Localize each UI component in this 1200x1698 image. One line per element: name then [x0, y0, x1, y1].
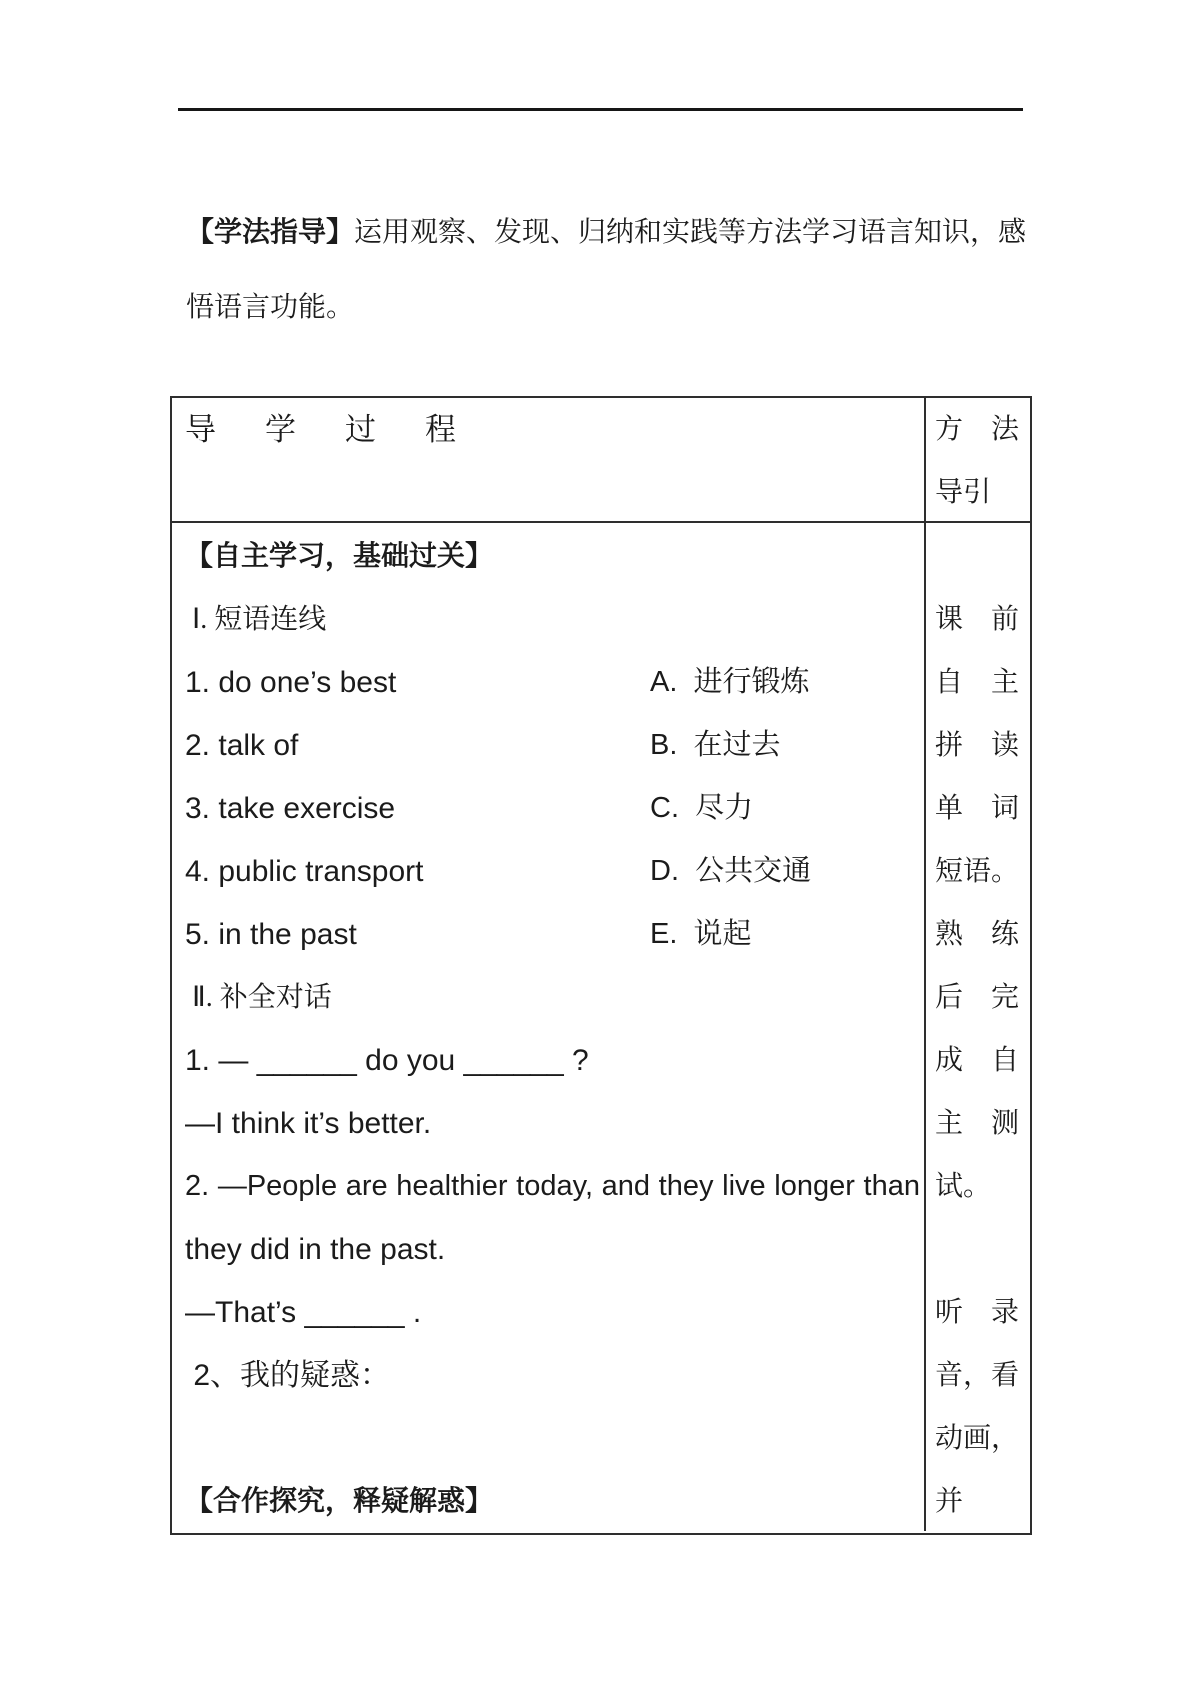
method-line: [935, 651, 1019, 714]
match-option: C. 尽力: [650, 792, 754, 824]
worksheet-line: [185, 1155, 924, 1218]
method-line-text: 法: [990, 414, 1019, 445]
method-line: [935, 1155, 1019, 1218]
line-text: 2. talk of: [185, 729, 299, 762]
method-line-text: 熟: [935, 919, 964, 950]
method-line-text: 完: [990, 982, 1019, 1013]
method-line-text: 音，: [935, 1360, 992, 1391]
method-line: [935, 1470, 1019, 1531]
line-text: —I think it’s better.: [185, 1107, 432, 1140]
worksheet-line: [185, 525, 924, 588]
method-line: [935, 1407, 1019, 1470]
method-line: [935, 398, 1019, 461]
worksheet-table: [170, 396, 1032, 1535]
table-body-row: [172, 523, 1030, 1531]
justified-word: —People: [217, 1170, 338, 1202]
justified-word: and: [601, 1170, 651, 1202]
method-line-text: 前: [990, 604, 1019, 635]
match-option: B. 在过去: [650, 729, 781, 761]
line-text: Ⅱ. 补全对话: [185, 982, 332, 1013]
method-line-text: 拼: [935, 730, 964, 761]
worksheet-line: [185, 588, 924, 651]
header-method-cell: [926, 398, 1028, 521]
method-line: [935, 1029, 1019, 1092]
worksheet-line: [185, 1218, 924, 1281]
worksheet-line: [185, 1281, 924, 1344]
worksheet-line: [185, 1092, 924, 1155]
justified-word: they: [658, 1170, 714, 1202]
method-line-text: 词: [990, 793, 1019, 824]
method-line: [935, 714, 1019, 777]
header-rule: [178, 108, 1023, 111]
study-guide-paragraph: [170, 195, 1028, 345]
method-line-text: 听: [935, 1297, 964, 1328]
method-line-text: 主: [935, 1108, 964, 1139]
worksheet-line: [185, 651, 924, 714]
study-guide-text: 运用观察、发现、归纳和实践等方法学习语言知识，感: [354, 217, 1027, 248]
line-text: they did in the past.: [185, 1233, 446, 1266]
worksheet-line: [185, 1029, 924, 1092]
method-line: [935, 903, 1019, 966]
line-text: 1. do one’s best: [185, 666, 397, 699]
study-guide-heading: 【学法指导】: [186, 217, 355, 248]
line-text: 3. take exercise: [185, 792, 396, 825]
match-option: D. 公共交通: [650, 855, 812, 887]
method-line: [935, 1218, 1019, 1281]
method-line-text: 方: [935, 414, 964, 445]
worksheet-line: [185, 840, 924, 903]
method-line-text: 测: [990, 1108, 1019, 1139]
line-text: 1. — ______ do you ______ ?: [185, 1044, 589, 1077]
method-line-text: 短语。: [935, 856, 1020, 887]
method-line-text: 试。: [935, 1171, 992, 1202]
method-line-text: 并: [935, 1486, 964, 1517]
method-line-text: 课: [935, 604, 964, 635]
worksheet-line: [185, 1407, 924, 1470]
worksheet-line: [185, 714, 924, 777]
justified-word: than: [863, 1170, 920, 1202]
line-text: 【自主学习，基础过关】: [185, 541, 494, 572]
method-line: [935, 1092, 1019, 1155]
method-line-text: 录: [990, 1297, 1019, 1328]
study-guide-line-1: [186, 195, 1028, 270]
method-line-text: 看: [991, 1360, 1020, 1391]
match-option: E. 说起: [650, 918, 752, 950]
method-line-text: 练: [990, 919, 1019, 950]
worksheet-line: [185, 777, 924, 840]
header-process-title: 导 学 过 程: [185, 412, 465, 447]
method-line: [935, 461, 1019, 521]
line-text: Ⅰ. 短语连线: [185, 604, 327, 635]
study-guide-line-2: 悟语言功能。: [186, 292, 355, 323]
justified-word: longer: [774, 1170, 855, 1202]
line-text: 4. public transport: [185, 855, 424, 888]
method-line: [935, 1344, 1019, 1407]
method-line-text: 读: [990, 730, 1019, 761]
line-text: 5. in the past: [185, 918, 357, 951]
method-line-text: 自: [935, 667, 964, 698]
line-text: —That’s ______ .: [185, 1296, 422, 1329]
justified-word: today,: [516, 1170, 594, 1202]
process-cell: [172, 523, 926, 1531]
method-line-text: 自: [990, 1045, 1019, 1076]
method-line-text: 后: [935, 982, 964, 1013]
justified-word: healthier: [396, 1170, 508, 1202]
method-line: [935, 966, 1019, 1029]
worksheet-line: [185, 966, 924, 1029]
method-line-text: 单: [935, 793, 964, 824]
line-text: 2、我的疑惑：: [185, 1359, 391, 1392]
method-line: [935, 840, 1019, 903]
table-header-row: [172, 398, 1030, 523]
justified-word: live: [722, 1170, 766, 1202]
justified-word: are: [345, 1170, 388, 1202]
method-line-text: 成: [935, 1045, 964, 1076]
method-line: [935, 525, 1019, 588]
worksheet-line: [185, 1470, 924, 1531]
worksheet-line: [185, 903, 924, 966]
method-line-text: 导引: [935, 477, 992, 508]
method-line-text: 动画，: [935, 1423, 1020, 1454]
method-line-text: 主: [990, 667, 1019, 698]
line-text: 【合作探究，释疑解惑】: [185, 1486, 494, 1517]
method-line: [935, 777, 1019, 840]
method-line: [935, 588, 1019, 651]
justified-word: 2.: [185, 1170, 210, 1202]
worksheet-line: [185, 1344, 924, 1407]
match-option: A. 进行锻炼: [650, 666, 810, 698]
method-line: [935, 1281, 1019, 1344]
method-cell: [926, 523, 1028, 1531]
header-process-cell: [172, 398, 926, 521]
